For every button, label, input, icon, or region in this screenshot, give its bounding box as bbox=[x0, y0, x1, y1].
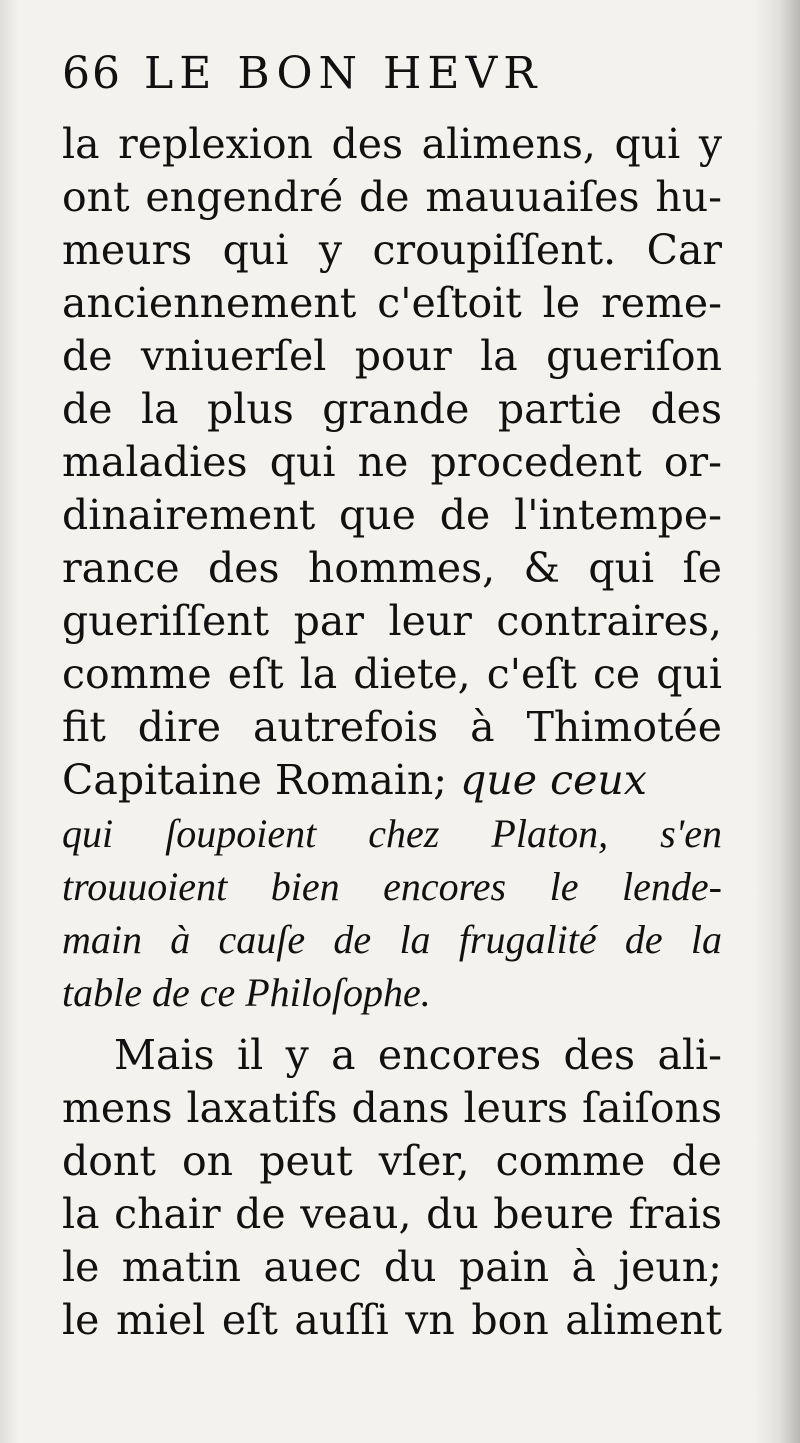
text-line: mens laxatifs dans leurs ſaiſons bbox=[62, 1084, 722, 1132]
text-line: le matin auec du pain à jeun; bbox=[62, 1243, 722, 1291]
text-italic: que ceux bbox=[447, 756, 647, 804]
page-text bbox=[62, 48, 722, 1347]
paragraph-2 bbox=[62, 1029, 722, 1347]
text-line: comme eſt la diete, c'eſt ce qui bbox=[62, 650, 722, 698]
page-gutter-shadow bbox=[754, 0, 800, 1443]
page-number: 66 bbox=[62, 48, 122, 99]
italic-quote-line: trouuoient bien encores le lende- bbox=[62, 864, 722, 909]
paragraph-gap bbox=[62, 1019, 722, 1029]
italic-quote-line: main à cauſe de la frugalité de la bbox=[62, 917, 722, 962]
text-line: Mais il y a encores des ali- bbox=[114, 1031, 722, 1079]
text-line: dinairement que de l'intempe- bbox=[62, 491, 722, 539]
text-line: dont on peut vſer, comme de bbox=[62, 1137, 722, 1185]
running-title: LE BON HEVR bbox=[144, 48, 543, 99]
text-roman: Capitaine Romain; bbox=[62, 756, 448, 804]
text-line: le miel eſt auſſi vn bon aliment bbox=[62, 1296, 722, 1344]
text-line: de la plus grande partie des bbox=[62, 385, 722, 433]
text-line: anciennement c'eſtoit le reme- bbox=[62, 279, 722, 327]
text-line: de vniuerſel pour la gueriſon bbox=[62, 332, 722, 380]
text-line: la replexion des alimens, qui y bbox=[62, 120, 722, 168]
italic-quote-line: qui ſoupoient chez Platon, s'en bbox=[62, 811, 722, 856]
italic-quote-line: table de ce Philoſophe. bbox=[62, 970, 431, 1015]
text-line: fit dire autrefois à Thimotée bbox=[62, 703, 722, 751]
text-line: gueriſſent par leur contraires, bbox=[62, 597, 722, 645]
text-line: meurs qui y croupiſſent. Car bbox=[62, 226, 722, 274]
paragraph-1 bbox=[62, 118, 722, 1019]
text-line: la chair de veau, du beure frais bbox=[62, 1190, 722, 1238]
text-line: rance des hommes, & qui ſe bbox=[62, 544, 722, 592]
text-line: ont engendré de mauuaiſes hu- bbox=[62, 173, 722, 221]
page-left-edge-shadow bbox=[0, 0, 18, 1443]
text-line-mixed bbox=[62, 754, 722, 807]
text-line: maladies qui ne procedent or- bbox=[62, 438, 722, 486]
running-header bbox=[62, 48, 722, 118]
